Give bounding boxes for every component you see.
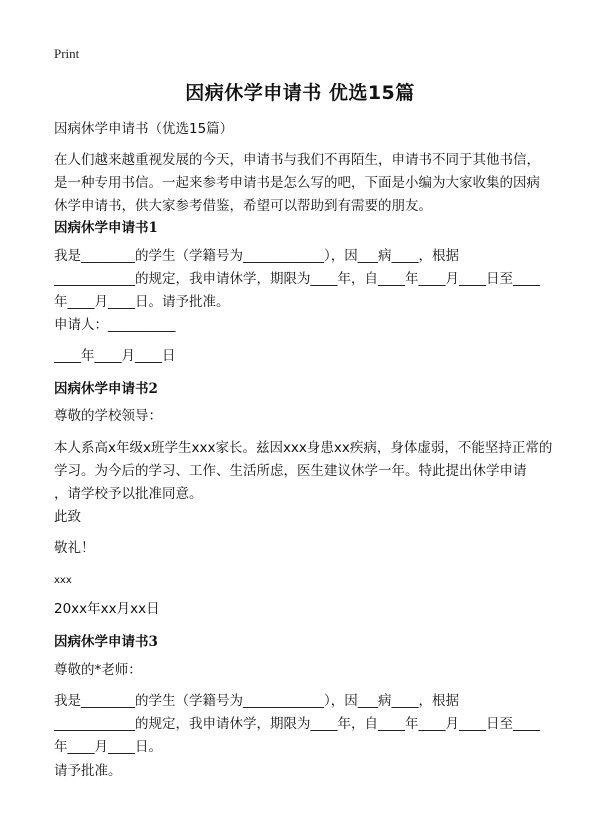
section-1-body: 我是________的学生（学籍号为____________），因___病____，根据 ____________的规定，我申请休学，期限为____年，自____年____月____日至____ 年____月____日。请予批准。 xyxy=(54,248,540,310)
section-2-body: 本人系高x年级x班学生xxx家长。兹因xxx身患xx疾病，身体虚弱，不能坚持正常的 学习。为今后的学习、工作、生活所虑，医生建议休学一年。特此提出休学申请 ，请学校予以批准同意。 xyxy=(54,440,553,502)
section-2-salutation: 尊敬的学校领导： xyxy=(54,408,162,424)
section-3-heading: 因病休学申请书3 xyxy=(54,634,158,650)
section-1-applicant: 申请人：__________ xyxy=(54,317,176,333)
document-subtitle: 因病休学申请书（优选15篇） xyxy=(54,121,234,137)
print-link[interactable]: Print xyxy=(54,46,80,61)
section-2-date: 20xx年xx月xx日 xyxy=(54,601,160,617)
section-3-body: 我是________的学生（学籍号为____________），因___病____，根据 ____________的规定，我申请休学，期限为____年，自____年____月____日至____ 年____月____日。 xyxy=(54,693,540,755)
section-2-closing-2: 敬礼！ xyxy=(54,540,95,556)
document-title: 因病休学申请书 优选15篇 xyxy=(185,82,415,104)
section-3-closing: 请予批准。 xyxy=(54,763,122,779)
section-2-closing-1: 此致 xyxy=(54,509,81,525)
section-3-salutation: 尊敬的*老师： xyxy=(54,662,142,678)
section-2-heading: 因病休学申请书2 xyxy=(54,381,158,397)
section-2-signature: xxx xyxy=(54,575,72,586)
section-1-heading: 因病休学申请书1 xyxy=(54,220,158,236)
intro-paragraph: 在人们越来越重视发展的今天，申请书与我们不再陌生，申请书不同于其他书信， 是一种专用书信。一起来参考申请书是怎么写的吧，下面是小编为大家收集的因病 休学申请书，供大家参考借鉴，希望可以帮助到有需要的朋友。 xyxy=(54,152,540,214)
section-1-date: ____年____月____日 xyxy=(54,348,176,364)
